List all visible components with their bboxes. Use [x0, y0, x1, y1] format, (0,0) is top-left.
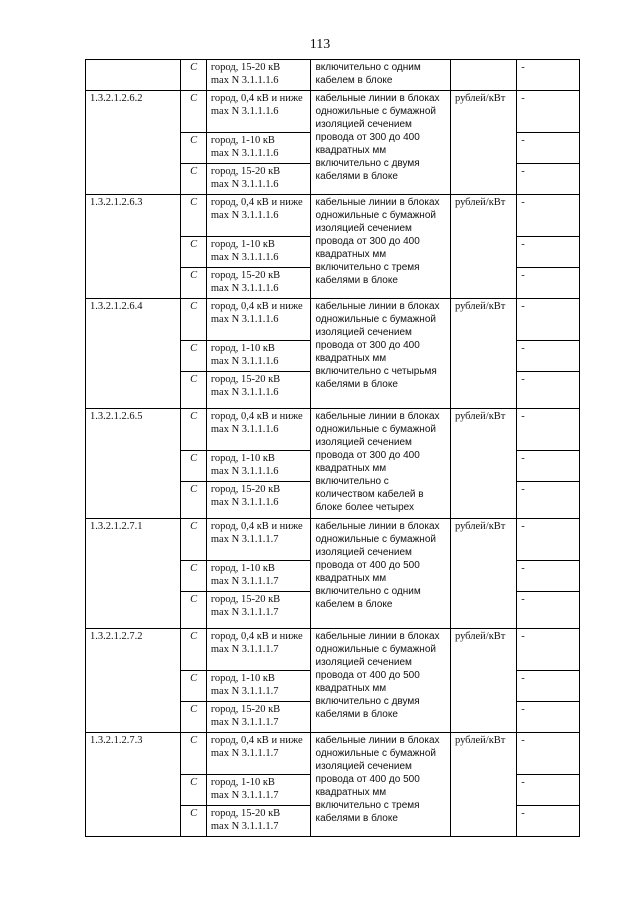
value-cell: - — [517, 806, 580, 837]
value-cell: - — [517, 164, 580, 195]
voltage-level-text: город, 1-10 кВ — [210, 343, 275, 354]
description-cell: кабельные линии в блоках одножильные с бумажной изоляцией сечением провода от 300 до 400 квадратных мм включительно с двумя кабелями в блоке — [311, 91, 450, 195]
tariff-letter-cell: C — [181, 451, 207, 482]
voltage-level-cell — [206, 409, 311, 451]
table-row — [86, 629, 580, 671]
value-cell: - — [517, 372, 580, 409]
voltage-level-cell — [206, 702, 311, 733]
voltage-level-text: город, 15-20 кВ — [210, 270, 281, 281]
item-code-cell: 1.3.2.1.2.6.4 — [86, 299, 181, 409]
voltage-level-text: город, 0,4 кВ и ниже — [210, 93, 303, 104]
table-row — [86, 299, 580, 341]
description-cell: кабельные линии в блоках одножильные с бумажной изоляцией сечением провода от 400 до 500 квадратных мм включительно с двумя кабелями в блоке — [311, 629, 450, 733]
voltage-level-cell — [206, 451, 311, 482]
max-ref-text: max N 3.1.1.1.7 — [210, 534, 279, 545]
max-ref-text: max N 3.1.1.1.7 — [210, 644, 279, 655]
tariff-letter-cell: C — [181, 733, 207, 775]
voltage-level-text: город, 15-20 кВ — [210, 166, 281, 177]
voltage-level-cell — [206, 519, 311, 561]
value-cell: - — [517, 451, 580, 482]
tariff-letter-cell: C — [181, 133, 207, 164]
value-cell: - — [517, 702, 580, 733]
value-cell: - — [517, 299, 580, 341]
max-ref-text: max N 3.1.1.1.7 — [210, 607, 279, 618]
item-code-cell: 1.3.2.1.2.7.1 — [86, 519, 181, 629]
voltage-level-cell — [206, 629, 311, 671]
max-ref-text: max N 3.1.1.1.6 — [210, 466, 279, 477]
tariff-letter-cell: C — [181, 164, 207, 195]
tariff-letter-cell: C — [181, 91, 207, 133]
max-ref-text: max N 3.1.1.1.6 — [210, 75, 279, 86]
description-cell: кабельные линии в блоках одножильные с бумажной изоляцией сечением провода от 400 до 500 квадратных мм включительно с одним кабелем в блоке — [311, 519, 450, 629]
unit-cell: рублей/кВт — [450, 91, 516, 195]
table-row — [86, 91, 580, 133]
tariff-table — [85, 59, 580, 837]
table-row — [86, 733, 580, 775]
tariff-letter-cell: C — [181, 268, 207, 299]
voltage-level-text: город, 0,4 кВ и ниже — [210, 411, 303, 422]
voltage-level-cell — [206, 268, 311, 299]
voltage-level-cell — [206, 592, 311, 629]
max-ref-text: max N 3.1.1.1.7 — [210, 790, 279, 801]
tariff-letter-cell: C — [181, 671, 207, 702]
max-ref-text: max N 3.1.1.1.6 — [210, 179, 279, 190]
voltage-level-text: город, 15-20 кВ — [210, 704, 281, 715]
description-cell: включительно с одним кабелем в блоке — [311, 60, 450, 91]
voltage-level-cell — [206, 775, 311, 806]
tariff-letter-cell: C — [181, 482, 207, 519]
tariff-letter-cell: C — [181, 60, 207, 91]
max-ref-text: max N 3.1.1.1.7 — [210, 717, 279, 728]
page-number: 113 — [309, 37, 331, 52]
voltage-level-text: город, 1-10 кВ — [210, 135, 275, 146]
description-cell: кабельные линии в блоках одножильные с бумажной изоляцией сечением провода от 300 до 400 квадратных мм включительно с четырьмя кабелями в блоке — [311, 299, 450, 409]
item-code-cell: 1.3.2.1.2.7.3 — [86, 733, 181, 837]
description-cell: кабельные линии в блоках одножильные с бумажной изоляцией сечением провода от 300 до 400 квадратных мм включительно с тремя кабелями в блоке — [311, 195, 450, 299]
voltage-level-cell — [206, 733, 311, 775]
voltage-level-cell — [206, 133, 311, 164]
max-ref-text: max N 3.1.1.1.6 — [210, 424, 279, 435]
tariff-letter-cell: C — [181, 806, 207, 837]
value-cell: - — [517, 775, 580, 806]
unit-cell: рублей/кВт — [450, 733, 516, 837]
unit-cell: рублей/кВт — [450, 409, 516, 519]
tariff-letter-cell: C — [181, 629, 207, 671]
voltage-level-text: город, 1-10 кВ — [210, 453, 275, 464]
value-cell: - — [517, 519, 580, 561]
voltage-level-cell — [206, 91, 311, 133]
tariff-letter-cell: C — [181, 519, 207, 561]
voltage-level-cell — [206, 341, 311, 372]
voltage-level-text: город, 0,4 кВ и ниже — [210, 197, 303, 208]
max-ref-text: max N 3.1.1.1.6 — [210, 252, 279, 263]
tariff-letter-cell: C — [181, 341, 207, 372]
max-ref-text: max N 3.1.1.1.6 — [210, 387, 279, 398]
voltage-level-text: город, 15-20 кВ — [210, 374, 281, 385]
voltage-level-text: город, 0,4 кВ и ниже — [210, 301, 303, 312]
max-ref-text: max N 3.1.1.1.6 — [210, 106, 279, 117]
max-ref-text: max N 3.1.1.1.6 — [210, 148, 279, 159]
item-code-cell: 1.3.2.1.2.6.2 — [86, 91, 181, 195]
value-cell: - — [517, 268, 580, 299]
description-cell: кабельные линии в блоках одножильные с бумажной изоляцией сечением провода от 400 до 500 квадратных мм включительно с тремя кабелями в блоке — [311, 733, 450, 837]
voltage-level-cell — [206, 482, 311, 519]
item-code-cell: 1.3.2.1.2.6.5 — [86, 409, 181, 519]
unit-cell: рублей/кВт — [450, 629, 516, 733]
max-ref-text: max N 3.1.1.1.7 — [210, 821, 279, 832]
voltage-level-text: город, 15-20 кВ — [210, 594, 281, 605]
item-code-cell — [86, 60, 181, 91]
unit-cell: рублей/кВт — [450, 519, 516, 629]
voltage-level-text: город, 1-10 кВ — [210, 239, 275, 250]
value-cell: - — [517, 133, 580, 164]
max-ref-text: max N 3.1.1.1.6 — [210, 210, 279, 221]
voltage-level-cell — [206, 237, 311, 268]
value-cell: - — [517, 733, 580, 775]
voltage-level-text: город, 0,4 кВ и ниже — [210, 735, 303, 746]
voltage-level-cell — [206, 164, 311, 195]
tariff-letter-cell: C — [181, 372, 207, 409]
table-row — [86, 60, 580, 91]
voltage-level-cell — [206, 60, 311, 91]
max-ref-text: max N 3.1.1.1.6 — [210, 283, 279, 294]
table-row — [86, 195, 580, 237]
value-cell: - — [517, 561, 580, 592]
item-code-cell: 1.3.2.1.2.6.3 — [86, 195, 181, 299]
description-cell: кабельные линии в блоках одножильные с бумажной изоляцией сечением провода от 300 до 400 квадратных мм включительно с количеством кабелей в блоке более четырех — [311, 409, 450, 519]
tariff-letter-cell: C — [181, 237, 207, 268]
tariff-letter-cell: C — [181, 195, 207, 237]
value-cell: - — [517, 629, 580, 671]
item-code-cell: 1.3.2.1.2.7.2 — [86, 629, 181, 733]
max-ref-text: max N 3.1.1.1.6 — [210, 497, 279, 508]
tariff-letter-cell: C — [181, 775, 207, 806]
tariff-letter-cell: C — [181, 409, 207, 451]
value-cell: - — [517, 60, 580, 91]
max-ref-text: max N 3.1.1.1.6 — [210, 314, 279, 325]
value-cell: - — [517, 237, 580, 268]
max-ref-text: max N 3.1.1.1.6 — [210, 356, 279, 367]
unit-cell: рублей/кВт — [450, 299, 516, 409]
voltage-level-cell — [206, 806, 311, 837]
value-cell: - — [517, 341, 580, 372]
value-cell: - — [517, 91, 580, 133]
voltage-level-text: город, 1-10 кВ — [210, 777, 275, 788]
table-row — [86, 519, 580, 561]
value-cell: - — [517, 592, 580, 629]
tariff-letter-cell: C — [181, 702, 207, 733]
max-ref-text: max N 3.1.1.1.7 — [210, 748, 279, 759]
tariff-table-body — [86, 60, 580, 837]
value-cell: - — [517, 409, 580, 451]
voltage-level-text: город, 15-20 кВ — [210, 484, 281, 495]
voltage-level-cell — [206, 195, 311, 237]
tariff-letter-cell: C — [181, 299, 207, 341]
voltage-level-cell — [206, 372, 311, 409]
voltage-level-text: город, 0,4 кВ и ниже — [210, 631, 303, 642]
value-cell: - — [517, 671, 580, 702]
voltage-level-text: город, 15-20 кВ — [210, 62, 281, 73]
tariff-letter-cell: C — [181, 561, 207, 592]
table-row — [86, 409, 580, 451]
voltage-level-cell — [206, 671, 311, 702]
unit-cell: рублей/кВт — [450, 195, 516, 299]
voltage-level-text: город, 1-10 кВ — [210, 673, 275, 684]
value-cell: - — [517, 482, 580, 519]
max-ref-text: max N 3.1.1.1.7 — [210, 576, 279, 587]
voltage-level-text: город, 1-10 кВ — [210, 563, 275, 574]
voltage-level-cell — [206, 561, 311, 592]
tariff-letter-cell: C — [181, 592, 207, 629]
voltage-level-text: город, 15-20 кВ — [210, 808, 281, 819]
max-ref-text: max N 3.1.1.1.7 — [210, 686, 279, 697]
voltage-level-cell — [206, 299, 311, 341]
value-cell: - — [517, 195, 580, 237]
unit-cell — [450, 60, 516, 91]
voltage-level-text: город, 0,4 кВ и ниже — [210, 521, 303, 532]
